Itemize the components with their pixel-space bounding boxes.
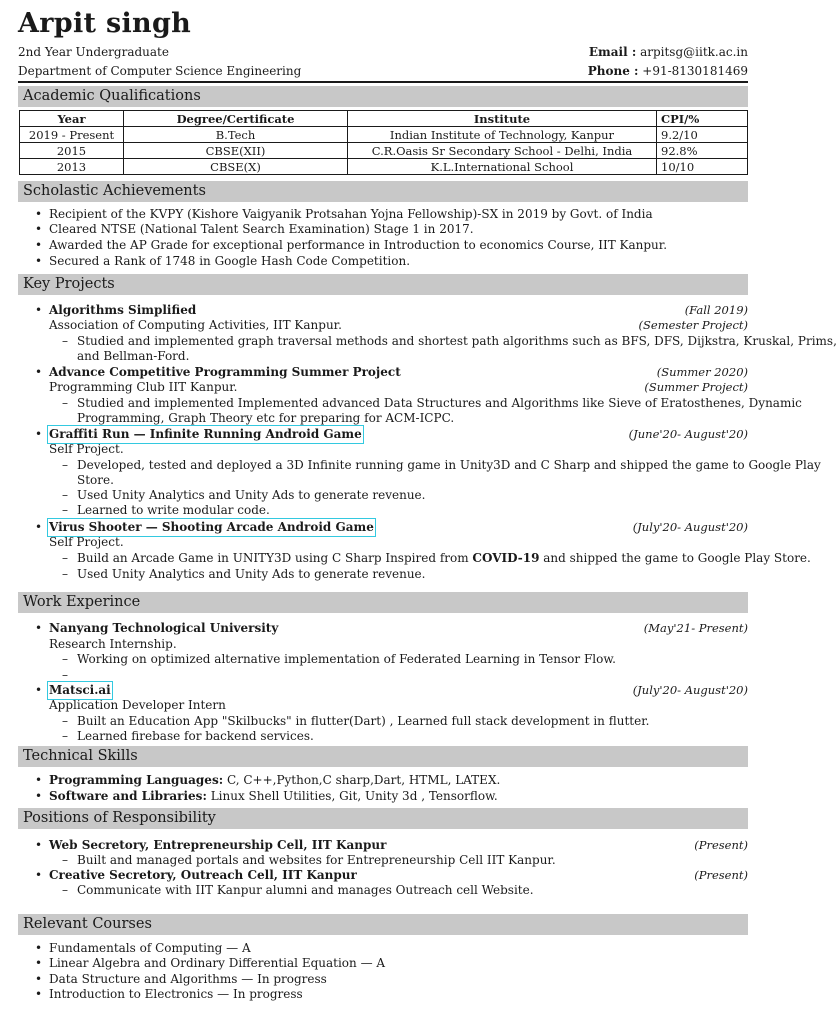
skill-software [49,789,498,804]
cell-cpi: 9.2/10 [657,127,748,143]
cell-degree: B.Tech [124,127,348,143]
course-item: Introduction to Electronics — In progress [49,987,303,1001]
detail-text: Build an Arcade Game in UNITY3D using C Sharp Inspired from [77,551,473,565]
work-date: (July'20- August'20) [632,683,748,697]
section-academic-heading: Academic Qualifications [18,86,748,107]
achievement-item: Secured a Rank of 1748 in Google Hash Code Competition. [49,254,411,268]
dash-icon: – [62,396,68,410]
project-detail-cont: and Bellman-Ford. [77,349,190,363]
achievement-item: Awarded the AP Grade for exceptional performance in Introduction to economics Course, IIT Kanpur. [49,238,668,252]
bullet-icon: • [35,365,43,379]
achievement-item: Cleared NTSE (National Talent Search Examination) Stage 1 in 2017. [49,222,474,236]
dash-icon: – [62,334,68,348]
dash-icon: – [62,729,68,743]
project-detail-cont: Programming, Graph Theory etc for preparing for ACM-ICPC. [77,411,455,425]
project-date: (July'20- August'20) [632,520,748,534]
dash-icon: – [62,714,68,728]
detail-text: and shipped the game to Google Play Store. [539,551,811,565]
header-divider [18,81,748,83]
skill-label: Programming Languages: [49,773,224,787]
bullet-icon: • [35,520,43,534]
bullet-icon: • [35,254,43,268]
project-title: Algorithms Simplified [49,303,197,317]
project-detail: Studied and implemented Implemented advanced Data Structures and Algorithms like Sieve of Eratosthenes, Dynamic [77,396,802,410]
table-header-row [20,111,748,127]
work-date: (May'21- Present) [643,621,748,635]
dash-icon: – [62,488,68,502]
project-detail: Studied and implemented graph traversal methods and shortest path algorithms such as BFS, DFS, Dijkstra, Kruskal, Prims, [77,334,837,348]
bullet-icon: • [35,207,43,221]
cell-degree: CBSE(XII) [124,143,348,159]
bullet-icon: • [35,941,43,955]
cell-year: 2013 [20,159,124,175]
cell-year: 2015 [20,143,124,159]
work-detail: Built an Education App "Skilbucks" in flutter(Dart) , Learned full stack development in flutter. [77,714,650,728]
dash-icon: – [62,503,68,517]
candidate-role: 2nd Year Undergraduate [18,45,169,59]
position-title: Creative Secretory, Outreach Cell, IIT Kanpur [49,868,357,882]
achievement-item: Recipient of the KVPY (Kishore Vaigyanik Protsahan Yojna Fellowship)-SX in 2019 by Govt. of India [49,207,653,221]
position-detail: Built and managed portals and websites for Entrepreneurship Cell IIT Kanpur. [77,853,556,867]
position-date: (Present) [694,868,748,882]
dash-icon: – [62,883,68,897]
bullet-icon: • [35,683,43,697]
phone-line [588,64,748,78]
bullet-icon: • [35,303,43,317]
skill-languages [49,773,500,788]
cell-institute: C.R.Oasis Sr Secondary School - Delhi, India [348,143,657,159]
bullet-icon: • [35,987,43,1001]
col-header-year: Year [20,111,124,127]
table-row [20,127,748,143]
dash-icon: – [62,567,68,581]
course-item: Linear Algebra and Ordinary Differential Equation — A [49,956,386,970]
project-link-graffiti-run[interactable]: Graffiti Run — Infinite Running Android Game [49,427,362,441]
bullet-icon: • [35,972,43,986]
candidate-department: Department of Computer Science Engineering [18,64,302,78]
candidate-name: Arpit singh [18,8,192,39]
dash-icon: – [62,652,68,666]
dash-icon: – [62,853,68,867]
position-title: Web Secretory, Entrepreneurship Cell, IIT Kanpur [49,838,387,852]
work-link-matsci[interactable]: Matsci.ai [49,683,111,697]
project-type: (Semester Project) [638,318,748,332]
email-label: Email : [588,45,637,59]
bullet-icon: • [35,621,43,635]
position-detail: Communicate with IIT Kanpur alumni and manages Outreach cell Website. [77,883,534,897]
phone-number: +91-8130181469 [642,64,748,78]
section-skills-heading: Technical Skills [18,746,748,767]
dash-icon: – [62,668,68,682]
cell-institute: Indian Institute of Technology, Kanpur [348,127,657,143]
section-courses-heading: Relevant Courses [18,914,748,935]
project-detail: Developed, tested and deployed a 3D Infinite running game in Unity3D and C Sharp and shipped the game to Google Play [77,458,821,472]
cell-degree: CBSE(X) [124,159,348,175]
project-org: Self Project. [49,535,124,549]
course-item: Data Structure and Algorithms — In progress [49,972,327,986]
work-detail: Working on optimized alternative implementation of Federated Learning in Tensor Flow. [77,652,616,666]
email-link[interactable]: arpitsg@iitk.ac.in [640,45,748,59]
cell-cpi: 10/10 [657,159,748,175]
detail-bold: COVID-19 [472,551,540,565]
section-positions-heading: Positions of Responsibility [18,808,748,829]
bullet-icon: • [35,956,43,970]
phone-label: Phone : [587,64,639,78]
work-role: Research Internship. [49,637,177,651]
project-org: Programming Club IIT Kanpur. [49,380,238,394]
project-org: Association of Computing Activities, IIT Kanpur. [49,318,342,332]
col-header-degree: Degree/Certificate [124,111,348,127]
work-title: Nanyang Technological University [49,621,279,635]
skill-label: Software and Libraries: [49,789,207,803]
bullet-icon: • [35,427,43,441]
cell-year: 2019 - Present [20,127,124,143]
section-projects-heading: Key Projects [18,274,748,295]
col-header-cpi: CPI/% [657,111,748,127]
section-scholastic-heading: Scholastic Achievements [18,181,748,202]
skill-value: Linux Shell Utilities, Git, Unity 3d , Tensorflow. [210,789,498,803]
bullet-icon: • [35,838,43,852]
cell-institute: K.L.International School [348,159,657,175]
project-detail: Learned to write modular code. [77,503,270,517]
academic-table [19,110,748,175]
project-detail: Used Unity Analytics and Unity Ads to generate revenue. [77,567,426,581]
project-date: (Fall 2019) [684,303,748,317]
bullet-icon: • [35,868,43,882]
col-header-institute: Institute [348,111,657,127]
cell-cpi: 92.8% [657,143,748,159]
project-detail: Used Unity Analytics and Unity Ads to generate revenue. [77,488,426,502]
course-item: Fundamentals of Computing — A [49,941,251,955]
project-date: (Summer 2020) [656,365,748,379]
section-work-heading: Work Experince [18,592,748,613]
bullet-icon: • [35,238,43,252]
bullet-icon: • [35,773,43,787]
project-type: (Summer Project) [644,380,748,394]
project-title: Advance Competitive Programming Summer Project [49,365,401,379]
dash-icon: – [62,551,68,565]
table-row [20,159,748,175]
project-org: Self Project. [49,442,124,456]
project-detail [77,551,811,566]
project-link-virus-shooter[interactable]: Virus Shooter — Shooting Arcade Android Game [49,520,374,534]
work-detail: Learned firebase for backend services. [77,729,314,743]
skill-value: C, C++,Python,C sharp,Dart, HTML, LATEX. [226,773,501,787]
position-date: (Present) [694,838,748,852]
bullet-icon: • [35,789,43,803]
project-date: (June'20- August'20) [628,427,748,441]
table-row [20,143,748,159]
work-role: Application Developer Intern [49,698,226,712]
project-detail-cont: Store. [77,473,114,487]
email-line [589,45,748,59]
bullet-icon: • [35,222,43,236]
dash-icon: – [62,458,68,472]
